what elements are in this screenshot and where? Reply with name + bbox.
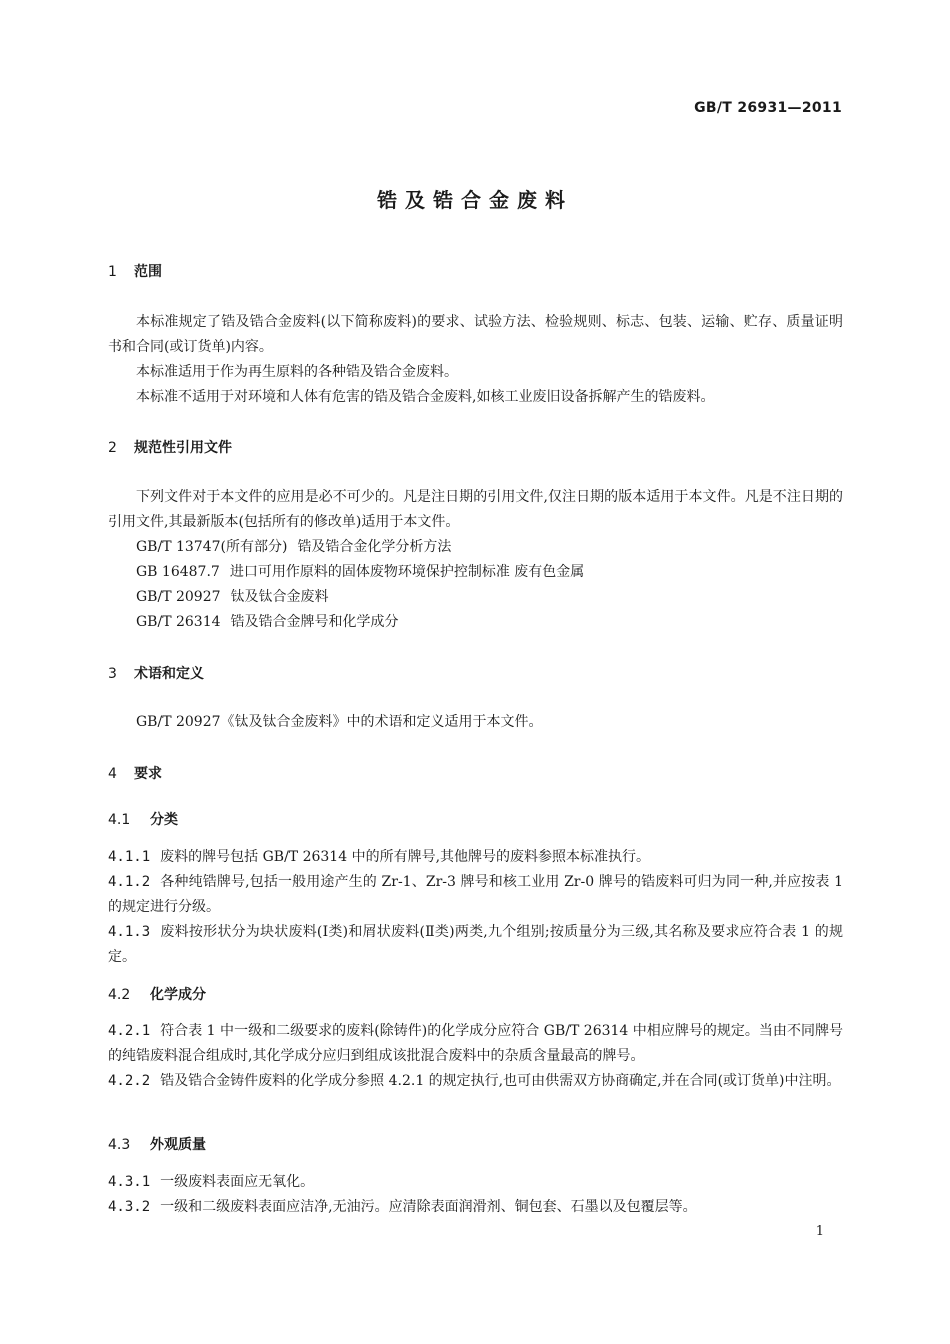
subsection-4-1-body <box>108 845 843 970</box>
section-title: 术语和定义 <box>134 666 204 682</box>
reference-item <box>108 585 843 610</box>
reference-item <box>108 610 843 635</box>
clause-number: 4.1.3 <box>108 924 151 940</box>
section-1-body <box>108 310 843 410</box>
clause-number: 4.3.1 <box>108 1174 151 1190</box>
section-number: 4 <box>108 766 117 782</box>
paragraph: GB/T 20927《钛及钛合金废料》中的术语和定义适用于本文件。 <box>136 714 543 730</box>
clause-text: 锆及锆合金铸件废料的化学成分参照 4.2.1 的规定执行,也可由供需双方协商确定,并在合同(或订货单)中注明。 <box>160 1073 841 1089</box>
standard-code: GB/T 26931—2011 <box>694 100 842 116</box>
clause <box>108 920 843 970</box>
clause <box>108 1019 843 1069</box>
section-title: 范围 <box>134 264 162 280</box>
subsection-number: 4.1 <box>108 812 131 828</box>
subsection-4-3-body <box>108 1170 843 1220</box>
section-title: 规范性引用文件 <box>134 440 232 456</box>
section-4-heading <box>108 762 843 786</box>
section-3-heading <box>108 662 843 686</box>
section-number: 3 <box>108 666 117 682</box>
reference-title: 锆及锆合金牌号和化学成分 <box>230 614 399 630</box>
reference-title: 钛及钛合金废料 <box>230 589 329 605</box>
reference-item <box>108 535 843 560</box>
reference-code: GB/T 20927 <box>136 589 221 605</box>
section-2-heading <box>108 436 843 460</box>
clause-text: 符合表 1 中一级和二级要求的废料(除铸件)的化学成分应符合 GB/T 26314 中相应牌号的规定。当由不同牌号的纯锆废料混合组成时,其化学成分应归到组成该批混合废料中的杂质含量最高的牌号。 <box>108 1023 843 1064</box>
paragraph: 本标准规定了锆及锆合金废料(以下简称废料)的要求、试验方法、检验规则、标志、包装、运输、贮存、质量证明书和合同(或订货单)内容。 <box>108 314 843 355</box>
subsection-title: 外观质量 <box>150 1137 206 1153</box>
clause <box>108 1195 843 1220</box>
clause-text: 一级废料表面应无氧化。 <box>160 1174 315 1190</box>
subsection-title: 分类 <box>150 812 178 828</box>
clause-number: 4.3.2 <box>108 1199 151 1215</box>
clause-text: 废料按形状分为块状废料(Ⅰ类)和屑状废料(Ⅱ类)两类,九个组别;按质量分为三级,其名称及要求应符合表 1 的规定。 <box>108 924 843 965</box>
clause-text: 一级和二级废料表面应洁净,无油污。应清除表面润滑剂、铜包套、石墨以及包覆层等。 <box>160 1199 697 1215</box>
paragraph: 下列文件对于本文件的应用是必不可少的。凡是注日期的引用文件,仅注日期的版本适用于本文件。凡是不注日期的引用文件,其最新版本(包括所有的修改单)适用于本文件。 <box>108 489 843 530</box>
clause <box>108 1069 843 1094</box>
paragraph: 本标准不适用于对环境和人体有危害的锆及锆合金废料,如核工业废旧设备拆解产生的锆废料。 <box>136 389 715 405</box>
subsection-title: 化学成分 <box>150 987 206 1003</box>
reference-title: 进口可用作原料的固体废物环境保护控制标准 废有色金属 <box>229 564 585 580</box>
clause-number: 4.1.2 <box>108 874 151 890</box>
subsection-4-2-heading <box>108 983 843 1007</box>
paragraph: 本标准适用于作为再生原料的各种锆及锆合金废料。 <box>136 364 458 380</box>
reference-item <box>108 560 843 585</box>
clause-number: 4.2.2 <box>108 1073 151 1089</box>
clause-number: 4.2.1 <box>108 1023 151 1039</box>
clause-text: 各种纯锆牌号,包括一般用途产生的 Zr-1、Zr-3 牌号和核工业用 Zr-0 牌号的锆废料可归为同一种,并应按表 1 的规定进行分级。 <box>108 874 843 915</box>
clause-number: 4.1.1 <box>108 849 151 865</box>
reference-code: GB/T 26314 <box>136 614 221 630</box>
reference-code: GB 16487.7 <box>136 564 220 580</box>
section-3-body <box>108 710 843 735</box>
document-title: 锆及锆合金废料 <box>377 188 573 212</box>
reference-code: GB/T 13747(所有部分) <box>136 539 288 555</box>
reference-title: 锆及锆合金化学分析方法 <box>297 539 452 555</box>
subsection-number: 4.3 <box>108 1137 131 1153</box>
subsection-4-1-heading <box>108 808 843 832</box>
section-2-body <box>108 485 843 635</box>
section-number: 1 <box>108 264 117 280</box>
clause <box>108 870 843 920</box>
page-number: 1 <box>815 1224 824 1239</box>
clause <box>108 845 843 870</box>
section-title: 要求 <box>134 766 162 782</box>
section-1-heading <box>108 260 843 284</box>
subsection-4-2-body <box>108 1019 843 1094</box>
subsection-number: 4.2 <box>108 987 131 1003</box>
subsection-4-3-heading <box>108 1133 843 1157</box>
clause-text: 废料的牌号包括 GB/T 26314 中的所有牌号,其他牌号的废料参照本标准执行。 <box>160 849 651 865</box>
section-number: 2 <box>108 440 117 456</box>
clause <box>108 1170 843 1195</box>
